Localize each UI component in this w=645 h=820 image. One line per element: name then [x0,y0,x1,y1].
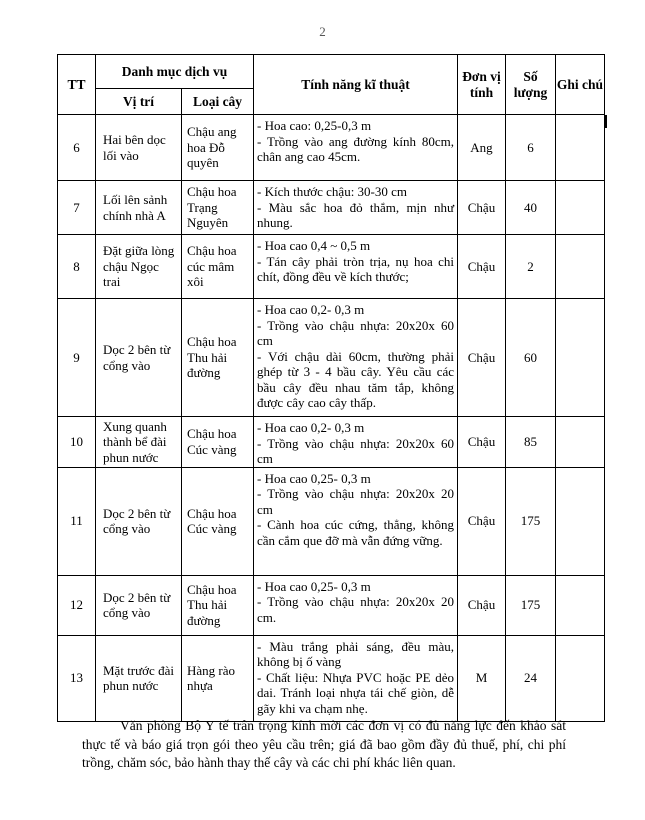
row-number: 8 [58,235,96,299]
row-location: Dọc 2 bên từ cổng vào [96,575,182,635]
row-technical-spec [254,417,458,468]
spec-line: - Chất liệu: Nhựa PVC hoặc PE dẻo dai. Tránh loại nhựa tái chế giòn, dễ gãy khi va chạm nhẹ. [257,669,454,716]
row-unit: Ang [458,115,506,181]
table-row [58,575,605,635]
closing-paragraph: Văn phòng Bộ Y tế trân trọng kính mời các đơn vị có đủ năng lực đến khảo sát thực tế và báo giá trọn gói theo yêu cầu trên; giá đã bao gồm đầy đủ thuế, phí, chi phí trồng, chăm sóc, bảo hành thay thế cây và các chi phí khác liên quan. [82,718,566,770]
spec-line: - Hoa cao 0,4 ~ 0,5 m [257,238,371,253]
row-note [556,181,605,235]
spec-line: - Hoa cao 0,2- 0,3 m [257,420,365,435]
header-service-category: Danh mục dịch vụ [96,55,254,89]
spec-line: - Trồng vào chậu nhựa: 20x20x 60 cm [257,317,454,348]
row-plant-type: Hàng rào nhựa [182,635,254,721]
row-unit: M [458,635,506,721]
row-quantity: 6 [506,115,556,181]
table-row [58,417,605,468]
spec-line: - Kích thước chậu: 30-30 cm [257,184,408,199]
spec-line: - Hoa cao 0,25- 0,3 m [257,578,371,594]
service-table [57,54,605,722]
row-note [556,467,605,575]
row-unit: Chậu [458,235,506,299]
row-technical-spec [254,181,458,235]
row-number: 10 [58,417,96,468]
spec-line: - Trồng vào chậu nhựa: 20x20x 20 cm [257,486,454,517]
row-technical-spec [254,235,458,299]
spec-line: - Hoa cao 0,25- 0,3 m [257,470,371,486]
row-note [556,417,605,468]
row-unit: Chậu [458,181,506,235]
row-note [556,575,605,635]
header-plant-type: Loại cây [182,89,254,115]
row-quantity: 175 [506,467,556,575]
row-location: Dọc 2 bên từ cổng vào [96,467,182,575]
row-location: Hai bên dọc lối vào [96,115,182,181]
row-unit: Chậu [458,575,506,635]
text-cursor [605,115,607,128]
row-technical-spec [254,635,458,721]
spec-line: - Trồng vào ang đường kính 80cm, chân ang cao 45cm. [257,133,454,164]
spec-line: - Hoa cao 0,2- 0,3 m [257,302,365,317]
table-row [58,235,605,299]
row-technical-spec [254,299,458,417]
row-plant-type: Chậu hoa Trạng Nguyên [182,181,254,235]
page-number: 2 [319,24,326,39]
row-location: Lối lên sảnh chính nhà A [96,181,182,235]
table-row [58,635,605,721]
row-unit: Chậu [458,417,506,468]
header-technical-spec: Tính năng kĩ thuật [254,55,458,115]
row-location: Mặt trước đài phun nước [96,635,182,721]
header-quantity: Số lượng [506,55,556,115]
row-note [556,235,605,299]
row-quantity: 175 [506,575,556,635]
row-technical-spec [254,467,458,575]
spec-line: - Tán cây phải tròn trịa, nụ hoa chi chít, đồng đều về kích thước; [257,253,454,284]
row-unit: Chậu [458,467,506,575]
header-tt: TT [58,55,96,115]
row-quantity: 60 [506,299,556,417]
row-quantity: 85 [506,417,556,468]
spec-line: - Trồng vào chậu nhựa: 20x20x 60 cm [257,435,454,466]
row-unit: Chậu [458,299,506,417]
table-row [58,181,605,235]
row-technical-spec [254,575,458,635]
row-number: 6 [58,115,96,181]
header-location: Vị trí [96,89,182,115]
row-quantity: 24 [506,635,556,721]
row-quantity: 40 [506,181,556,235]
spec-line: - Hoa cao: 0,25-0,3 m [257,118,372,133]
header-unit: Đơn vị tính [458,55,506,115]
row-note [556,635,605,721]
row-note [556,299,605,417]
row-plant-type: Chậu hoa Cúc vàng [182,417,254,468]
row-plant-type: Chậu hoa Thu hải đường [182,575,254,635]
row-location: Đặt giữa lòng chậu Ngọc trai [96,235,182,299]
row-plant-type: Chậu ang hoa Đỗ quyên [182,115,254,181]
row-plant-type: Chậu hoa Thu hải đường [182,299,254,417]
row-plant-type: Chậu hoa Cúc vàng [182,467,254,575]
table-row [58,115,605,181]
row-note [556,115,605,181]
row-number: 13 [58,635,96,721]
row-number: 12 [58,575,96,635]
row-location: Dọc 2 bên từ cổng vào [96,299,182,417]
header-note: Ghi chú [556,55,605,115]
spec-line: - Trồng vào chậu nhựa: 20x20x 20 cm. [257,594,454,625]
spec-line: - Màu trắng phải sáng, đều màu, không bị ố vàng [257,638,454,669]
row-location: Xung quanh thành bể đài phun nước [96,417,182,468]
row-technical-spec [254,115,458,181]
spec-line: - Màu sắc hoa đỏ thắm, mịn như nhung. [257,199,454,230]
spec-line: - Với chậu dài 60cm, thường phải ghép từ 3 - 4 bầu cây. Yêu cầu các bầu cây đều nhau tăm tắp, không được cây cao cây thấp. [257,348,454,410]
row-quantity: 2 [506,235,556,299]
table-row [58,299,605,417]
table-row [58,467,605,575]
row-number: 11 [58,467,96,575]
spec-line: - Cành hoa cúc cứng, thẳng, không cần cắm que đỡ mà vẫn đứng vững. [257,517,454,548]
row-number: 9 [58,299,96,417]
row-plant-type: Chậu hoa cúc mâm xôi [182,235,254,299]
row-number: 7 [58,181,96,235]
